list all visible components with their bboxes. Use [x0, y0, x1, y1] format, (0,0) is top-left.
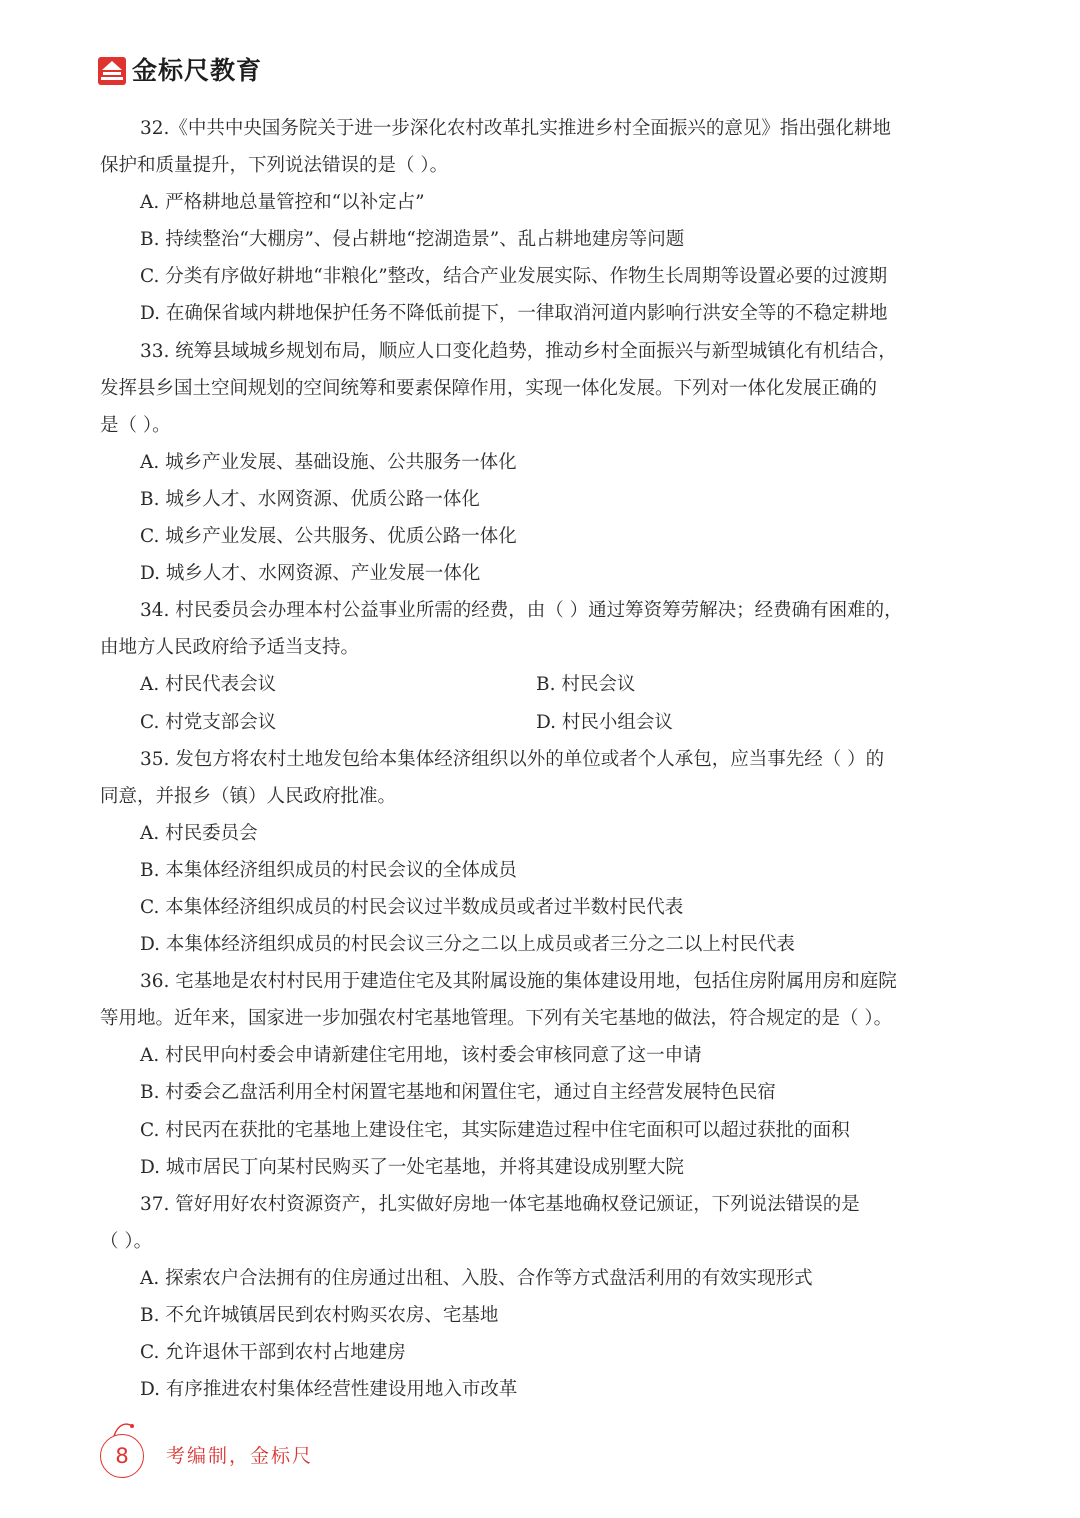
question-stem-line: 37. 管好用好农村资源资产，扎实做好房地一体宅基地确权登记颁证，下列说法错误的是	[140, 1193, 860, 1215]
answer-option: A. 村民甲向村委会申请新建住宅用地，该村委会审核同意了这一申请	[140, 1045, 702, 1067]
answer-option: D. 村民小组会议	[536, 711, 673, 733]
answer-option: A. 村民委员会	[140, 822, 258, 844]
brand-logo	[98, 56, 262, 86]
answer-option: C. 城乡产业发展、公共服务、优质公路一体化	[140, 526, 517, 548]
answer-option: A. 探索农户合法拥有的住房通过出租、入股、合作等方式盘活利用的有效实现形式	[140, 1267, 813, 1289]
question-stem-line: 由地方人民政府给予适当支持。	[100, 637, 360, 659]
answer-option: B. 村民会议	[536, 674, 636, 696]
question-stem-line: 发挥县乡国土空间规划的空间统筹和要素保障作用，实现一体化发展。下列对一体化发展正确的	[100, 377, 878, 399]
answer-option: A. 城乡产业发展、基础设施、公共服务一体化	[140, 451, 517, 473]
answer-option: D. 有序推进农村集体经营性建设用地入市改革	[140, 1379, 518, 1401]
question-block	[100, 592, 980, 740]
question-block	[100, 1186, 980, 1409]
answer-option: B. 不允许城镇居民到农村购买农房、宅基地	[140, 1305, 499, 1326]
question-stem-line: 是（ ）。	[100, 414, 171, 436]
answer-option: A. 村民代表会议	[140, 674, 277, 696]
answer-option: C. 村党支部会议	[140, 711, 277, 733]
answer-option-row	[100, 666, 980, 703]
answer-option: D. 在确保省域内耕地保护任务不降低前提下，一律取消河道内影响行洪安全等的不稳定耕地	[140, 303, 888, 325]
question-list	[100, 110, 980, 1408]
question-stem-line: 35. 发包方将农村土地发包给本集体经济组织以外的单位或者个人承包，应当事先经（ ）的	[140, 748, 885, 770]
answer-option: C. 允许退休干部到农村占地建房	[140, 1342, 406, 1364]
answer-option: C. 本集体经济组织成员的村民会议过半数成员或者过半数村民代表	[140, 896, 684, 918]
question-block	[100, 333, 980, 593]
answer-option: B. 城乡人才、水网资源、优质公路一体化	[140, 488, 480, 510]
footer-slogan: 考编制，金标尺	[166, 1445, 314, 1467]
answer-option: B. 持续整治“大棚房”、侵占耕地“挖湖造景”、乱占耕地建房等问题	[140, 229, 685, 251]
question-block	[100, 741, 980, 964]
answer-option: A. 严格耕地总量管控和“以补定占”	[140, 192, 425, 214]
question-stem-line: 32.《中共中央国务院关于进一步深化农村改革扎实推进乡村全面振兴的意见》指出强化耕地	[140, 118, 891, 139]
question-block	[100, 963, 980, 1186]
brand-name: 金标尺教育	[132, 56, 263, 85]
answer-option: D. 城乡人才、水网资源、产业发展一体化	[140, 563, 481, 585]
question-block	[100, 110, 980, 333]
question-stem-line: 保护和质量提升，下列说法错误的是（ ）。	[100, 155, 449, 177]
question-stem-line: 34. 村民委员会办理本村公益事业所需的经费，由（ ）通过筹资筹劳解决；经费确有困难的，	[140, 600, 903, 622]
question-stem-line: 等用地。近年来，国家进一步加强农村宅基地管理。下列有关宅基地的做法，符合规定的是（ ）。	[100, 1008, 893, 1030]
answer-option: B. 本集体经济组织成员的村民会议的全体成员	[140, 859, 517, 881]
answer-option: C. 村民丙在获批的宅基地上建设住宅，其实际建造过程中住宅面积可以超过获批的面积	[140, 1119, 850, 1141]
answer-option-row	[100, 704, 980, 741]
question-stem-line: （ ）。	[100, 1230, 153, 1252]
answer-option: D. 本集体经济组织成员的村民会议三分之二以上成员或者三分之二以上村民代表	[140, 934, 795, 956]
answer-option: D. 城市居民丁向某村民购买了一处宅基地，并将其建设成别墅大院	[140, 1156, 684, 1178]
answer-option: C. 分类有序做好耕地“非粮化”整改，结合产业发展实际、作物生长周期等设置必要的过渡期	[140, 266, 888, 288]
question-stem-line: 同意，并报乡（镇）人民政府批准。	[100, 785, 397, 807]
brand-mark-icon	[98, 57, 126, 85]
question-stem-line: 36. 宅基地是农村村民用于建造住宅及其附属设施的集体建设用地，包括住房附属用房和庭院	[140, 971, 897, 993]
question-stem-line: 33. 统筹县域城乡规划布局，顺应人口变化趋势，推动乡村全面振兴与新型城镇化有机结合，	[140, 340, 897, 362]
page-number: 8	[100, 1434, 144, 1478]
answer-option: B. 村委会乙盘活利用全村闲置宅基地和闲置住宅，通过自主经营发展特色民宿	[140, 1082, 776, 1104]
